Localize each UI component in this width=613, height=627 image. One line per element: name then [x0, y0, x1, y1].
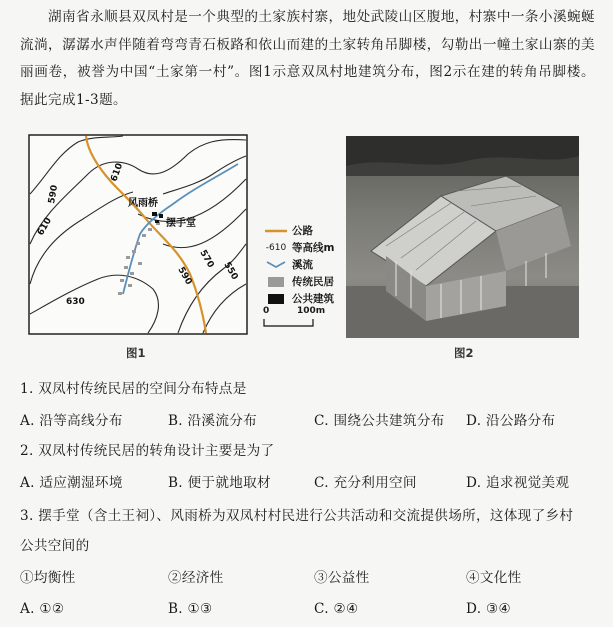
legend-contour — [263, 239, 343, 256]
legend-road — [263, 222, 343, 239]
public-building-icon — [263, 293, 289, 305]
legend-contour-prefix: 610 — [269, 242, 287, 253]
public-building-marker — [152, 212, 157, 216]
dwelling-marker — [142, 234, 146, 237]
dwelling-marker — [126, 256, 130, 259]
question-1-option-d[interactable]: D. 沿公路分布 — [466, 413, 556, 429]
dwelling-marker — [138, 262, 142, 265]
question-1-option-b[interactable]: B. 沿溪流分布 — [168, 413, 257, 429]
question-3-option-a[interactable]: A. ①② — [20, 601, 65, 617]
dwelling-marker — [148, 228, 152, 231]
question-1-stem: 1. 双凤村传统民居的空间分布特点是 — [20, 381, 247, 397]
scale-bar-icon — [263, 318, 323, 330]
question-3-statement-3: ③公益性 — [314, 570, 370, 586]
figure2-caption: 图2 — [454, 346, 474, 360]
scale-length: 100m — [297, 306, 326, 316]
label-contour-610-top: 610 — [109, 161, 126, 184]
legend-public — [263, 290, 343, 307]
question-3-option-c[interactable]: C. ②④ — [314, 601, 359, 617]
contour-icon: - 610 — [265, 242, 287, 253]
dwelling-marker — [132, 250, 136, 253]
dwelling-marker — [130, 272, 134, 275]
scale-bar — [263, 306, 343, 332]
dwelling-marker — [118, 292, 122, 295]
figure1-legend — [263, 222, 343, 332]
legend-stream — [263, 256, 343, 273]
figure1-map-svg — [28, 134, 248, 335]
question-2-option-c[interactable]: C. 充分利用空间 — [314, 475, 417, 491]
label-contour-570: 570 — [197, 248, 216, 270]
label-fengyu-bridge: 风雨桥 — [128, 198, 158, 209]
stilt-house-illustration — [346, 136, 579, 338]
label-baishou-hall: 摆手堂 — [166, 218, 196, 229]
stream-icon — [263, 259, 289, 271]
public-building-marker — [155, 220, 159, 223]
figure2-photo — [346, 136, 579, 338]
label-contour-550: 550 — [221, 260, 240, 282]
legend-dwelling — [263, 273, 343, 290]
dwelling-marker — [136, 242, 140, 245]
figure1-caption: 图1 — [126, 346, 146, 360]
question-3-statement-2: ②经济性 — [168, 570, 224, 586]
question-1-option-c[interactable]: C. 围绕公共建筑分布 — [314, 413, 445, 429]
intro-paragraph: 湖南省永顺县双凤村是一个典型的土家族村寨，地处武陵山区腹地，村寨中一条小溪蜿蜒流淌，潺潺水声伴随着弯弯青石板路和依山而建的土家转角吊脚楼，勾勒出一幢土家山寨的美丽画卷，被誉为中国“土家第一村”。图1示意双凤村地建筑分布，图2示在建的转角吊脚楼。据此完成1-3题。 — [20, 9, 595, 108]
legend-stream-label: 溪流 — [292, 259, 313, 271]
question-1-option-a[interactable]: A. 沿等高线分布 — [20, 413, 123, 429]
scale-zero: 0 — [263, 306, 270, 316]
dwelling-marker — [128, 284, 132, 287]
question-3-option-b[interactable]: B. ①③ — [168, 601, 213, 617]
label-contour-630: 630 — [66, 297, 85, 307]
label-contour-590-left: 590 — [47, 184, 61, 205]
legend-dwelling-label: 传统民居 — [292, 276, 334, 288]
question-2-stem: 2. 双凤村传统民居的转角设计主要是为了 — [20, 443, 275, 459]
question-3-stem-line1: 3. 摆手堂（含土王祠）、风雨桥为双凤村村民进行公共活动和交流提供场所，这体现了乡村 — [20, 508, 574, 524]
question-2-option-a[interactable]: A. 适应潮湿环境 — [20, 475, 123, 491]
legend-contour-label: 等高线m — [292, 242, 335, 254]
dwelling-icon — [263, 276, 289, 288]
question-3-stem-line2: 公共空间的 — [20, 538, 90, 554]
public-building-marker — [159, 214, 163, 218]
question-2-option-d[interactable]: D. 追求视觉美观 — [466, 475, 570, 491]
legend-public-label: 公共建筑 — [292, 293, 334, 305]
question-3-option-d[interactable]: D. ③④ — [466, 601, 511, 617]
label-contour-590-right: 590 — [175, 265, 194, 287]
legend-road-label: 公路 — [292, 225, 313, 237]
dwelling-marker — [124, 266, 128, 269]
question-3-statement-4: ④文化性 — [466, 570, 522, 586]
figure1-map — [28, 134, 248, 335]
question-2-option-b[interactable]: B. 便于就地取材 — [168, 475, 271, 491]
question-3-statement-1: ①均衡性 — [20, 570, 76, 586]
road-icon — [263, 225, 289, 237]
label-contour-610-left: 610 — [35, 216, 54, 238]
dwelling-marker — [120, 279, 124, 282]
